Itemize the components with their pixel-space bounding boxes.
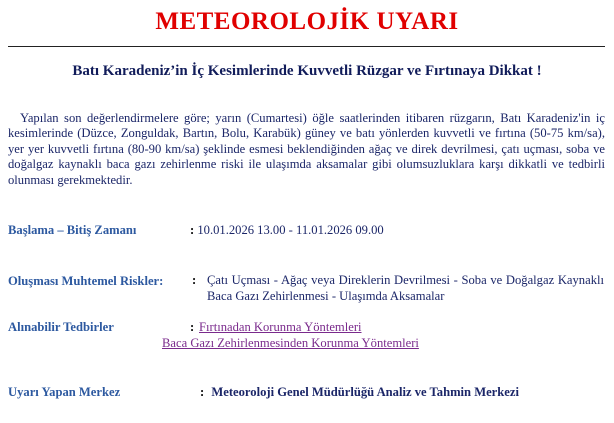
flue-gas-protection-link[interactable]: Baca Gazı Zehirlenmesinden Korunma Yöntemleri [162, 336, 419, 350]
center-value: Meteoroloji Genel Müdürlüğü Analiz ve Tahmin Merkezi [211, 385, 519, 399]
risks-colon: : [192, 273, 197, 287]
warning-description: Yapılan son değerlendirmelere göre; yarın (Cumartesi) öğle saatlerinden itibaren rüzgarın, Batı Karadeniz'in iç kesimlerinde (Düzce, Zonguldak, Bartın, Bolu, Karabük) güney ve batı yönlerden kuvvetli ve fırtına (50-75 km/sa), yer yer kuvvetli fırtına (80-90 km/sa) şeklinde esmesi beklendiğinden ağaç ve direk devrilmesi, çatı uçması, soba ve doğalgaz kaynaklı baca gazı zehirlenme riski ile ulaşımda aksamalar gibi olumsuzluklara karşı dikkatli ve tedbirli olunması gerekmektedir. [8, 111, 605, 187]
center-colon: : [200, 385, 205, 399]
time-value: 10.01.2026 13.00 - 11.01.2026 09.00 [197, 223, 384, 237]
risks-label: Oluşması Muhtemel Riskler: [8, 274, 164, 288]
storm-protection-link[interactable]: Fırtınadan Korunma Yöntemleri [199, 320, 362, 334]
page-title: METEOROLOJİK UYARI [155, 8, 459, 35]
title-divider [8, 46, 605, 47]
time-row-value [190, 222, 384, 238]
risks-value: Çatı Uçması - Ağaç veya Direklerin Devrilmesi - Soba ve Doğalgaz Kaynaklı Baca Gazı Zehirlenmesi - Ulaşımda Aksamalar [207, 273, 604, 303]
measures-label: Alınabilir Tedbirler [8, 320, 114, 334]
warning-subtitle: Batı Karadeniz’in İç Kesimlerinde Kuvvetli Rüzgar ve Fırtınaya Dikkat ! [72, 63, 542, 79]
time-label: Başlama – Bitiş Zamanı [8, 223, 137, 237]
center-label: Uyarı Yapan Merkez [8, 385, 121, 399]
time-colon: : [190, 223, 195, 237]
measures-colon: : [190, 320, 195, 334]
center-row-value [200, 384, 519, 400]
